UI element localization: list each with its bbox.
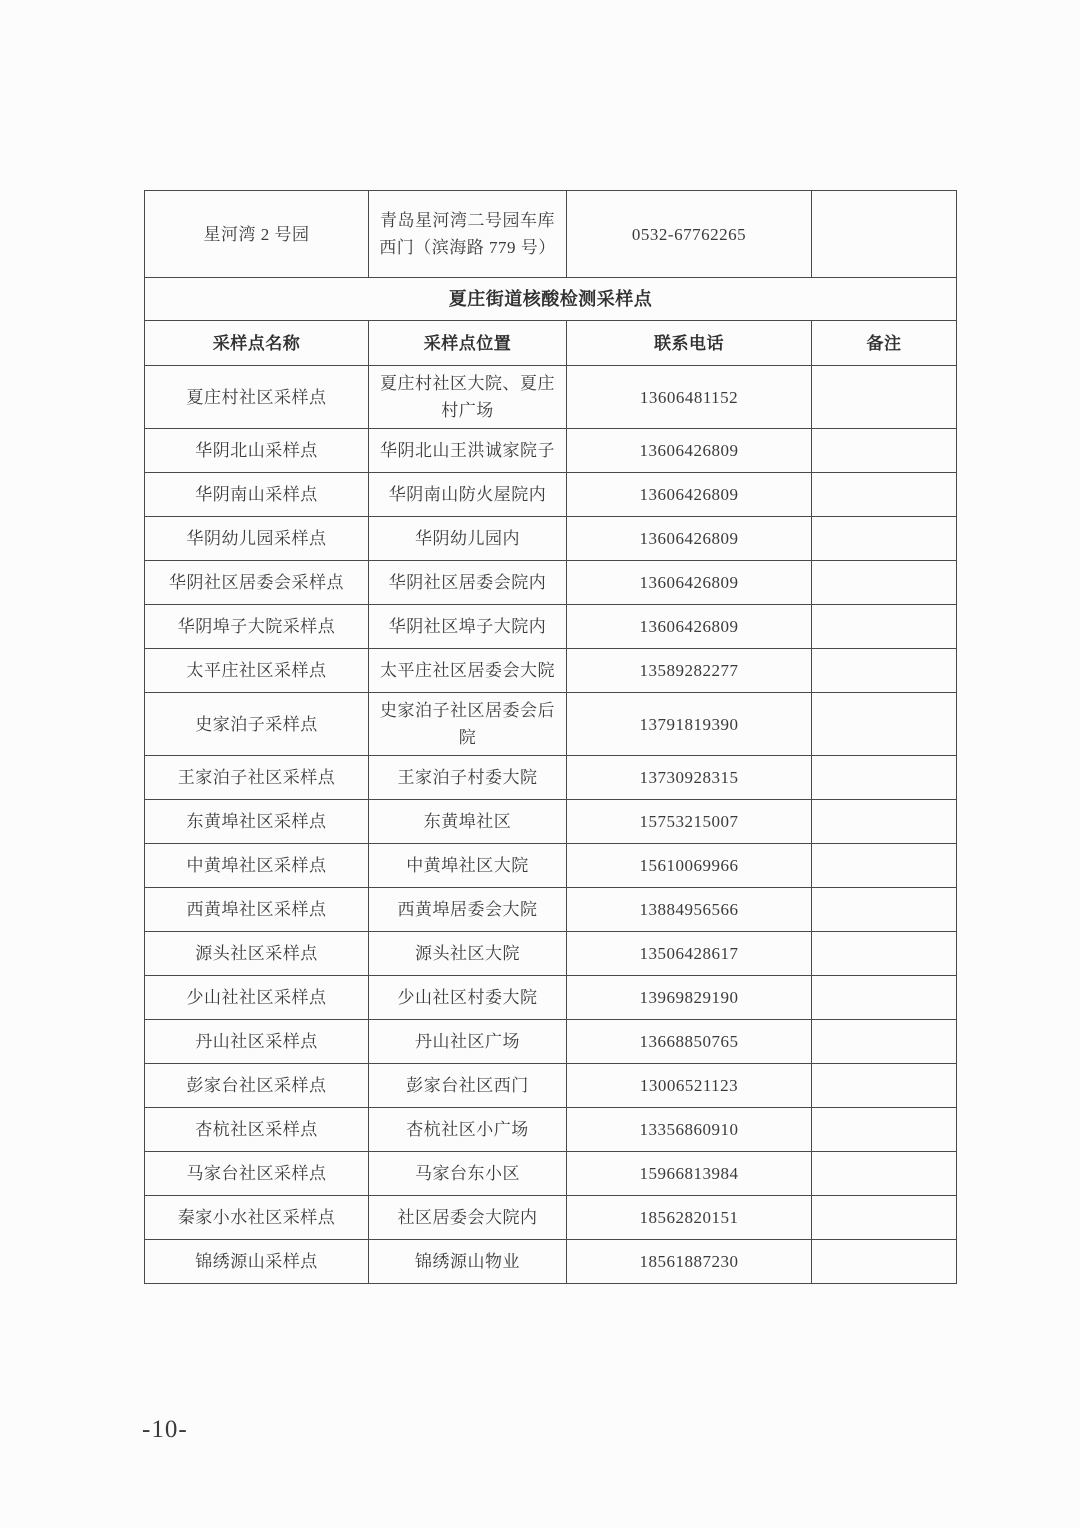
site-location-cell: 源头社区大院	[369, 932, 567, 976]
note-cell	[812, 756, 957, 800]
site-location-cell: 青岛星河湾二号园车库西门（滨海路 779 号）	[369, 191, 567, 278]
note-cell	[812, 473, 957, 517]
phone-cell: 13884956566	[567, 888, 812, 932]
site-location-cell: 华阴社区居委会院内	[369, 561, 567, 605]
table-row	[145, 756, 957, 800]
site-name-cell: 少山社社区采样点	[145, 976, 369, 1020]
table-head-rows	[145, 191, 957, 366]
phone-cell: 13006521123	[567, 1064, 812, 1108]
site-location-cell: 丹山社区广场	[369, 1020, 567, 1064]
phone-cell: 15610069966	[567, 844, 812, 888]
column-header-location: 采样点位置	[369, 321, 567, 366]
phone-cell: 13506428617	[567, 932, 812, 976]
phone-cell: 13356860910	[567, 1108, 812, 1152]
section-title-row	[145, 278, 957, 321]
note-cell	[812, 561, 957, 605]
site-location-cell: 少山社区村委大院	[369, 976, 567, 1020]
phone-cell: 13606426809	[567, 605, 812, 649]
site-name-cell: 太平庄社区采样点	[145, 649, 369, 693]
column-header-note: 备注	[812, 321, 957, 366]
note-cell	[812, 1196, 957, 1240]
site-name-cell: 华阴埠子大院采样点	[145, 605, 369, 649]
site-location-cell: 华阴北山王洪诚家院子	[369, 429, 567, 473]
phone-cell: 13969829190	[567, 976, 812, 1020]
phone-cell: 13606481152	[567, 366, 812, 429]
phone-cell: 13730928315	[567, 756, 812, 800]
phone-cell: 18561887230	[567, 1240, 812, 1284]
note-cell	[812, 1240, 957, 1284]
phone-cell: 15966813984	[567, 1152, 812, 1196]
site-name-cell: 丹山社区采样点	[145, 1020, 369, 1064]
table-row	[145, 932, 957, 976]
site-name-cell: 中黄埠社区采样点	[145, 844, 369, 888]
site-name-cell: 星河湾 2 号园	[145, 191, 369, 278]
table-row	[145, 605, 957, 649]
site-name-cell: 史家泊子采样点	[145, 693, 369, 756]
phone-cell: 13606426809	[567, 473, 812, 517]
table-row	[145, 649, 957, 693]
site-name-cell: 王家泊子社区采样点	[145, 756, 369, 800]
table-row	[145, 1064, 957, 1108]
site-location-cell: 华阴南山防火屋院内	[369, 473, 567, 517]
note-cell	[812, 649, 957, 693]
table-row	[145, 561, 957, 605]
site-location-cell: 社区居委会大院内	[369, 1196, 567, 1240]
site-location-cell: 锦绣源山物业	[369, 1240, 567, 1284]
site-location-cell: 杏杭社区小广场	[369, 1108, 567, 1152]
column-header-name: 采样点名称	[145, 321, 369, 366]
table-row	[145, 1020, 957, 1064]
note-cell	[812, 517, 957, 561]
site-name-cell: 锦绣源山采样点	[145, 1240, 369, 1284]
note-cell	[812, 1108, 957, 1152]
site-name-cell: 源头社区采样点	[145, 932, 369, 976]
site-name-cell: 华阴幼儿园采样点	[145, 517, 369, 561]
site-location-cell: 夏庄村社区大院、夏庄村广场	[369, 366, 567, 429]
phone-cell: 15753215007	[567, 800, 812, 844]
table-row	[145, 429, 957, 473]
phone-cell: 13606426809	[567, 517, 812, 561]
site-location-cell: 西黄埠居委会大院	[369, 888, 567, 932]
phone-cell: 13668850765	[567, 1020, 812, 1064]
note-cell	[812, 693, 957, 756]
header-row	[145, 321, 957, 366]
site-name-cell: 夏庄村社区采样点	[145, 366, 369, 429]
table-row	[145, 888, 957, 932]
site-location-cell: 东黄埠社区	[369, 800, 567, 844]
site-location-cell: 华阴社区埠子大院内	[369, 605, 567, 649]
site-location-cell: 史家泊子社区居委会后院	[369, 693, 567, 756]
site-name-cell: 马家台社区采样点	[145, 1152, 369, 1196]
note-cell	[812, 800, 957, 844]
sampling-table	[144, 190, 957, 1284]
table-row	[145, 800, 957, 844]
table-row	[145, 1108, 957, 1152]
site-name-cell: 秦家小水社区采样点	[145, 1196, 369, 1240]
note-cell	[812, 191, 957, 278]
table-row	[145, 1196, 957, 1240]
table-row	[145, 1240, 957, 1284]
site-name-cell: 华阴北山采样点	[145, 429, 369, 473]
site-location-cell: 太平庄社区居委会大院	[369, 649, 567, 693]
table-row	[145, 517, 957, 561]
phone-cell: 13606426809	[567, 429, 812, 473]
table-row	[145, 844, 957, 888]
site-location-cell: 华阴幼儿园内	[369, 517, 567, 561]
site-location-cell: 彭家台社区西门	[369, 1064, 567, 1108]
table-row	[145, 366, 957, 429]
site-name-cell: 彭家台社区采样点	[145, 1064, 369, 1108]
phone-cell: 0532-67762265	[567, 191, 812, 278]
note-cell	[812, 1152, 957, 1196]
page-number: -10-	[142, 1416, 188, 1443]
phone-cell: 13791819390	[567, 693, 812, 756]
site-name-cell: 华阴社区居委会采样点	[145, 561, 369, 605]
note-cell	[812, 429, 957, 473]
table-row	[145, 473, 957, 517]
note-cell	[812, 1020, 957, 1064]
section-title: 夏庄街道核酸检测采样点	[145, 278, 957, 321]
note-cell	[812, 932, 957, 976]
note-cell	[812, 844, 957, 888]
column-header-phone: 联系电话	[567, 321, 812, 366]
note-cell	[812, 366, 957, 429]
site-name-cell: 西黄埠社区采样点	[145, 888, 369, 932]
phone-cell: 13606426809	[567, 561, 812, 605]
site-name-cell: 东黄埠社区采样点	[145, 800, 369, 844]
site-location-cell: 王家泊子村委大院	[369, 756, 567, 800]
table-row	[145, 693, 957, 756]
note-cell	[812, 976, 957, 1020]
phone-cell: 18562820151	[567, 1196, 812, 1240]
site-location-cell: 中黄埠社区大院	[369, 844, 567, 888]
table-rows	[145, 366, 957, 1284]
note-cell	[812, 1064, 957, 1108]
note-cell	[812, 605, 957, 649]
phone-cell: 13589282277	[567, 649, 812, 693]
note-cell	[812, 888, 957, 932]
site-name-cell: 华阴南山采样点	[145, 473, 369, 517]
table-row	[145, 976, 957, 1020]
site-location-cell: 马家台东小区	[369, 1152, 567, 1196]
site-name-cell: 杏杭社区采样点	[145, 1108, 369, 1152]
table-row-continuation	[145, 191, 957, 278]
table-row	[145, 1152, 957, 1196]
